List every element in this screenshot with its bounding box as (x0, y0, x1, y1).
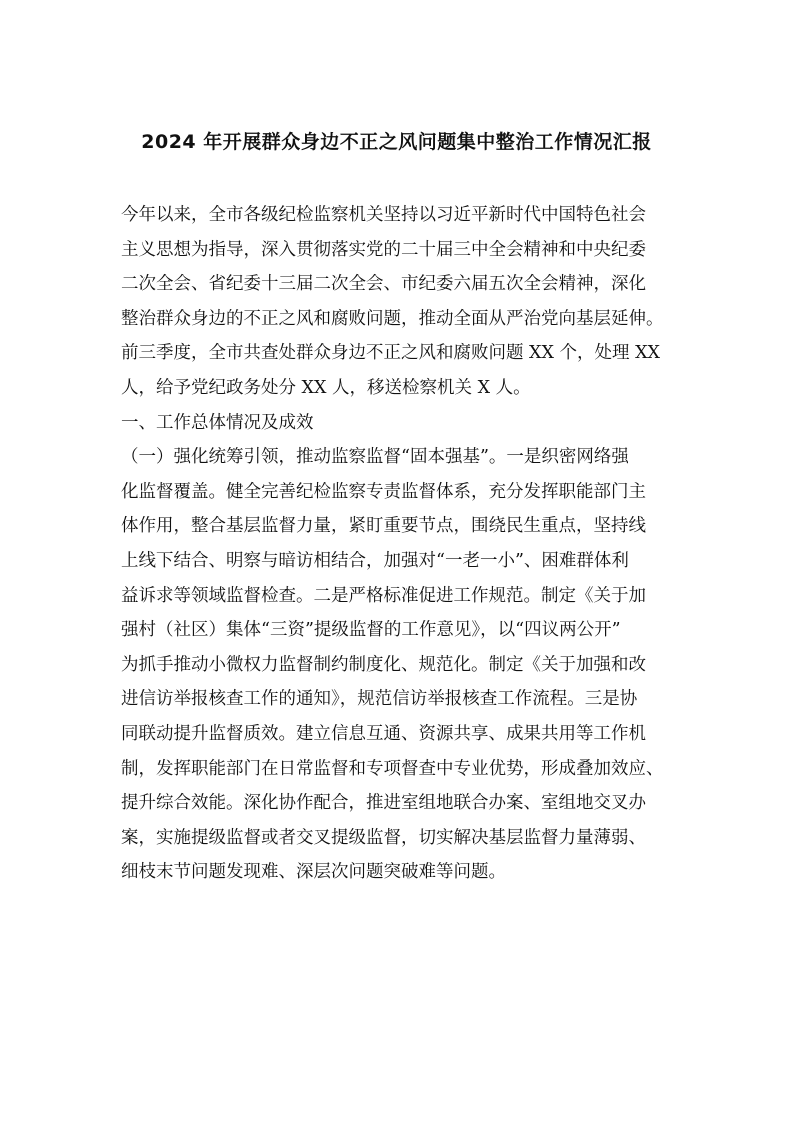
section-paragraph (121, 440, 689, 890)
text-line: 进信访举报核查工作的通知》，规范信访举报核查工作流程。三是协 (121, 689, 638, 710)
text-line: 二次全会、省纪委十三届二次全会、市纪委六届五次全会精神，深化 (121, 274, 646, 295)
text-line: 化监督覆盖。健全完善纪检监察专责监督体系，充分发挥职能部门主 (121, 481, 646, 502)
text-line: （一）强化统筹引领，推动监察监督“固本强基”。一是织密网络强 (121, 447, 629, 468)
text-line: 人，给予党纪政务处分 XX 人，移送检察机关 X 人。 (121, 377, 531, 398)
text-line: 细枝末节问题发现难、深层次问题突破难等问题。 (121, 862, 506, 883)
document-title: 2024 年开展群众身边不正之风问题集中整治工作情况汇报 (141, 131, 652, 153)
document-body (121, 198, 689, 890)
text-line: 主义思想为指导，深入贯彻落实党的二十届三中全会精神和中央纪委 (121, 239, 646, 260)
section-heading-text: 一、工作总体情况及成效 (121, 412, 314, 433)
text-line: 前三季度，全市共查处群众身边不正之风和腐败问题 XX 个，处理 XX (121, 343, 661, 364)
text-line: 上线下结合、明察与暗访相结合，加强对“一老一小”、困难群体利 (121, 550, 629, 571)
section-heading (121, 406, 689, 441)
text-line: 今年以来，全市各级纪检监察机关坚持以习近平新时代中国特色社会 (121, 205, 646, 225)
text-line: 制，发挥职能部门在日常监督和专项督查中专业优势，形成叠加效应、 (121, 758, 664, 779)
text-line: 整治群众身边的不正之风和腐败问题，推动全面从严治党向基层延伸。 (121, 308, 664, 329)
text-line: 强村（社区）集体“三资”提级监督的工作意见》，以“四议两公开” (121, 620, 621, 641)
text-line: 体作用，整合基层监督力量，紧盯重要节点，围绕民生重点，坚持线 (121, 516, 646, 537)
text-line: 益诉求等领域监督检查。二是严格标准促进工作规范。制定《关于加 (121, 585, 646, 606)
text-line: 案，实施提级监督或者交叉提级监督，切实解决基层监督力量薄弱、 (121, 827, 646, 848)
text-line: 同联动提升监督质效。建立信息互通、资源共享、成果共用等工作机 (121, 723, 646, 744)
text-line: 为抓手推动小微权力监督制约制度化、规范化。制定《关于加强和改 (121, 654, 646, 675)
intro-paragraph (121, 198, 689, 406)
text-line: 提升综合效能。深化协作配合，推进室组地联合办案、室组地交叉办 (121, 793, 646, 814)
